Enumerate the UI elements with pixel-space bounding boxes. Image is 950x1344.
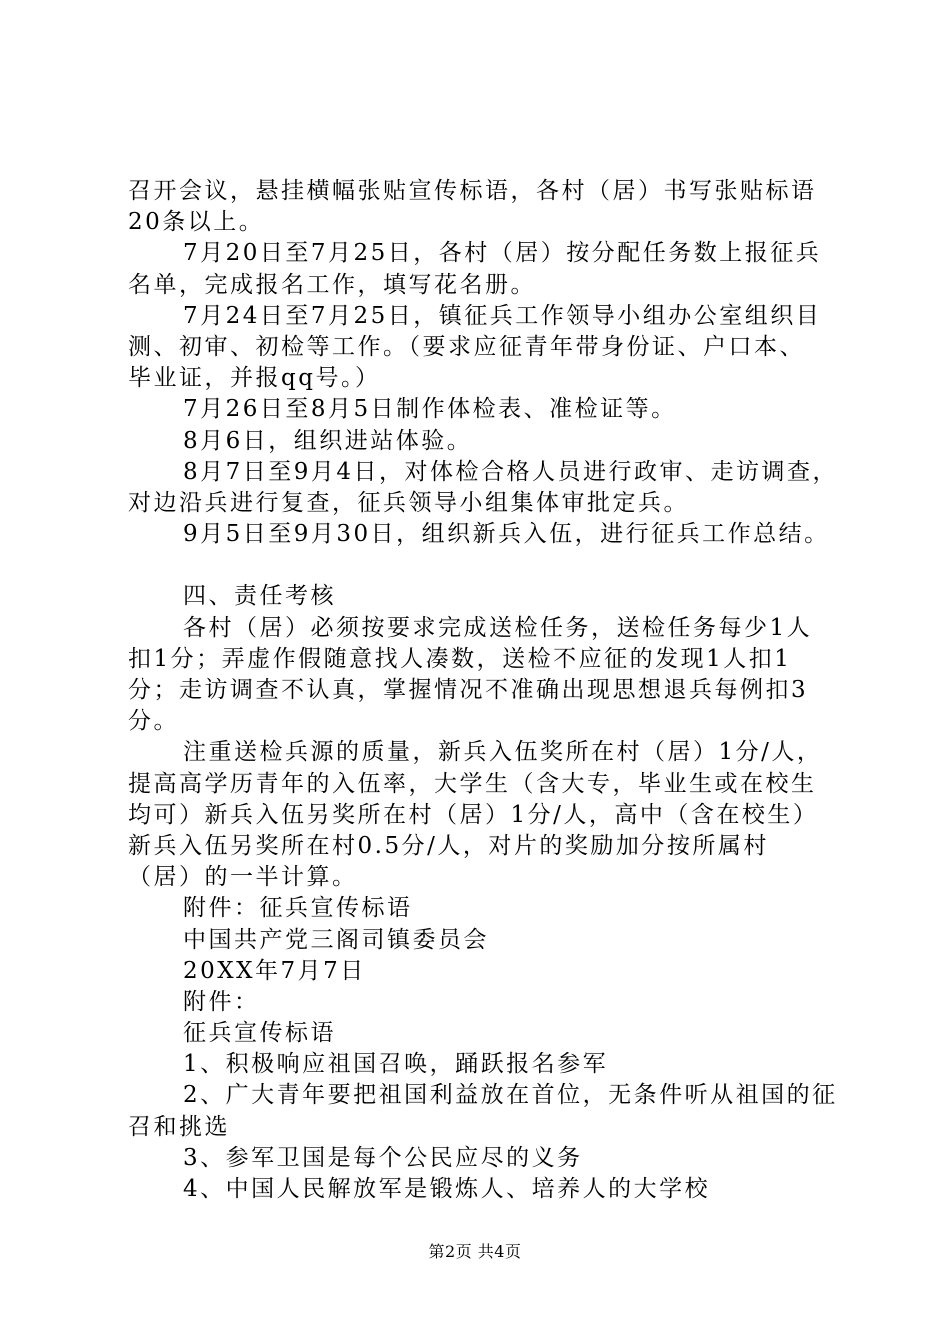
text-line: 召开会议，悬挂横幅张贴宣传标语，各村（居）书写张贴标语 [128,178,817,204]
text-line: 征兵宣传标语 [183,1020,336,1047]
text-line: 3、参军卫国是每个公民应尽的义务 [183,1144,583,1171]
text-line: 新兵入伍另奖所在村0.5分/人，对片的奖励加分按所属村 [128,832,769,859]
text-line: 2、广大青年要把祖国利益放在首位，无条件听从祖国的征 [183,1082,838,1109]
page-footer: 第2页 共4页 [428,1242,522,1261]
text-line: 7月20日至7月25日，各村（居）按分配任务数上报征兵 [183,240,822,267]
text-line: 名单，完成报名工作，填写花名册。 [128,271,536,298]
text-line: 测、初审、初检等工作。（要求应征青年带身份证、户口本、 [128,333,805,360]
text-line: 四、责任考核 [183,583,336,610]
text-line: 毕业证，并报qq号。） [128,365,381,392]
text-line: 4、中国人民解放军是锻炼人、培养人的大学校 [183,1176,711,1202]
text-line: 7月24日至7月25日，镇征兵工作领导小组办公室组织目 [183,302,822,329]
text-line: 分。 [128,708,179,735]
document-body [128,176,848,1205]
text-line: 扣1分；弄虚作假随意找人凑数，送检不应征的发现1人扣1 [128,645,792,672]
text-line: 提高高学历青年的入伍率，大学生（含大专，毕业生或在校生 [128,770,817,797]
text-line: 中国共产党三阁司镇委员会 [183,926,489,953]
text-line: 8月7日至9月4日，对体检合格人员进行政审、走访调查， [183,458,839,485]
text-line: 召和挑选 [128,1113,230,1140]
text-line: 均可）新兵入伍另奖所在村（居）1分/人，高中（含在校生） [128,801,819,828]
text-line: 各村（居）必须按要求完成送检任务，送检任务每少1人 [183,614,813,641]
text-line: 分；走访调查不认真，掌握情况不准确出现思想退兵每例扣3 [128,677,809,703]
text-line: 对边沿兵进行复查，征兵领导小组集体审批定兵。 [128,489,689,516]
text-line: 注重送检兵源的质量，新兵入伍奖所在村（居）1分/人， [183,739,823,766]
text-line: 9月5日至9月30日，组织新兵入伍，进行征兵工作总结。 [183,521,830,548]
text-line: 附件： [183,988,260,1015]
text-line: 附件：征兵宣传标语 [183,895,413,922]
blank-line [128,550,848,581]
text-line: （居）的一半计算。 [128,864,358,891]
text-line: 8月6日，组织进站体验。 [183,427,473,454]
text-line: 7月26日至8月5日制作体检表、准检证等。 [183,396,677,423]
text-line: 20XX年7月7日 [183,957,366,984]
text-line: 1、积极响应祖国召唤，踊跃报名参军 [183,1051,609,1078]
text-line: 20条以上。 [128,209,265,236]
